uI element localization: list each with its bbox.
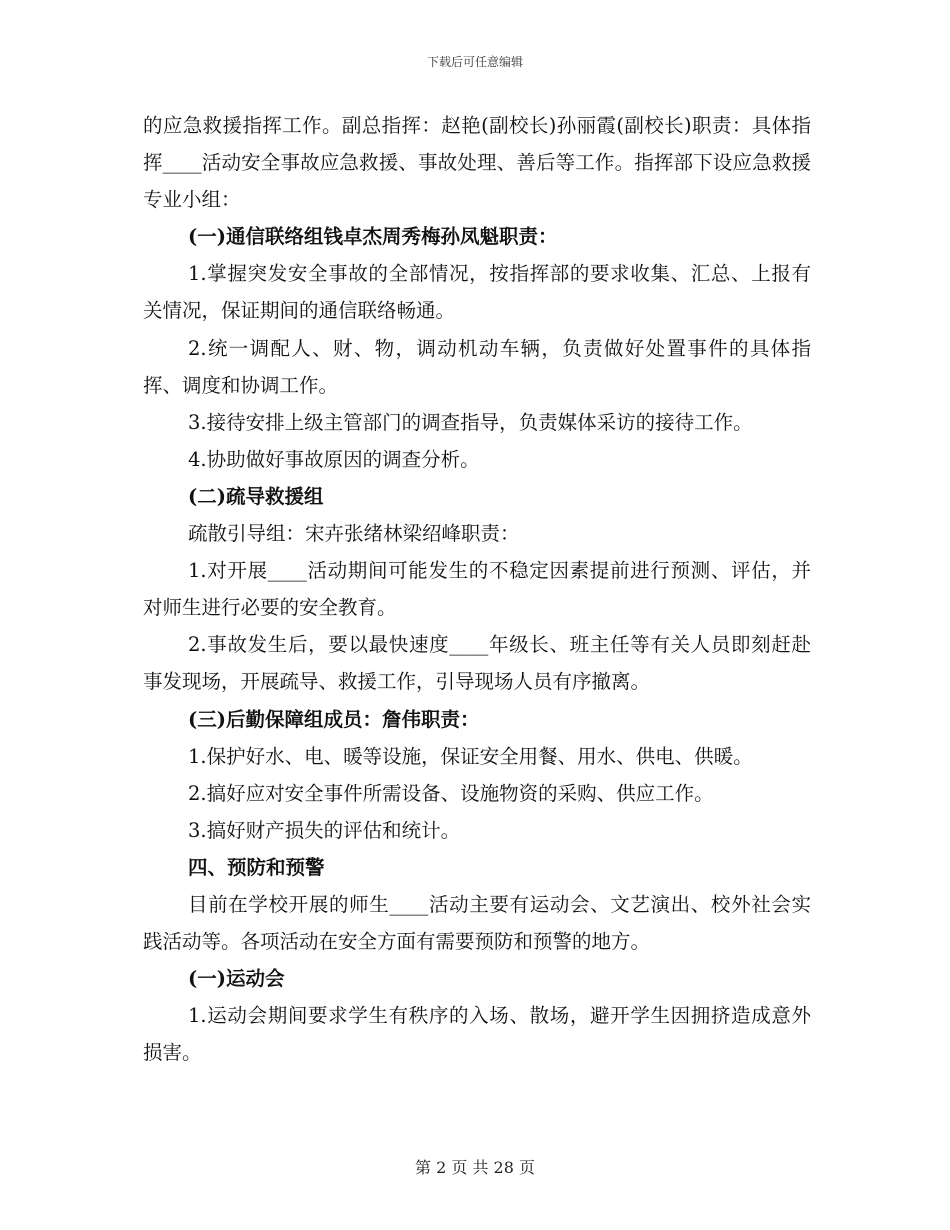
document-body: [143, 107, 811, 1071]
list-item: 2.统一调配人、财、物，调动机动车辆，负责做好处置事件的具体指挥、调度和协调工作。: [143, 336, 811, 397]
heading-prevention-warning: 四、预防和预警: [188, 855, 325, 879]
heading-logistics-group: (三)后勤保障组成员：詹伟职责：: [188, 707, 480, 731]
list-item: 1.对开展____活动期间可能发生的不稳定因素提前进行预测、评估，并对师生进行必要的安全教育。: [143, 559, 811, 620]
list-item: 1.运动会期间要求学生有秩序的入场、散场，避开学生因拥挤造成意外损害。: [143, 1004, 811, 1065]
list-item: 2.事故发生后，要以最快速度____年级长、班主任等有关人员即刻赶赴事发现场，开展疏导、救援工作，引导现场人员有序撤离。: [143, 633, 811, 694]
paragraph-command-duties: 的应急救援指挥工作。副总指挥：赵艳(副校长)孙丽霞(副校长)职责：具体指挥____活动安全事故应急救援、事故处理、善后等工作。指挥部下设应急救援专业小组：: [143, 114, 811, 212]
list-item: 1.保护好水、电、暖等设施，保证安全用餐、用水、供电、供暖。: [188, 744, 753, 768]
list-item: 2.搞好应对安全事件所需设备、设施物资的采购、供应工作。: [188, 781, 714, 805]
heading-rescue-group: (二)疏导救援组: [188, 484, 324, 508]
paragraph-activities: 目前在学校开展的师生____活动主要有运动会、文艺演出、校外社会实践活动等。各项活动在安全方面有需要预防和预警的地方。: [143, 892, 811, 954]
list-item: 1.掌握突发安全事故的全部情况，按指挥部的要求收集、汇总、上报有关情况，保证期间的通信联络畅通。: [143, 262, 811, 323]
heading-sports-meet: (一)运动会: [188, 967, 285, 991]
list-item: 3.搞好财产损失的评估和统计。: [188, 818, 461, 842]
paragraph-evacuation-group: 疏散引导组：宋卉张绪林梁绍峰职责：: [188, 522, 520, 546]
list-item: 3.接待安排上级主管部门的调查指导，负责媒体采访的接待工作。: [188, 410, 753, 434]
page-number: 第 2 页 共 28 页: [415, 1158, 535, 1177]
page-header: 下载后可任意编辑: [426, 55, 523, 69]
list-item: 4.协助做好事故原因的调查分析。: [188, 447, 480, 471]
heading-communication-group: (一)通信联络组钱卓杰周秀梅孙凤魁职责：: [188, 225, 558, 249]
